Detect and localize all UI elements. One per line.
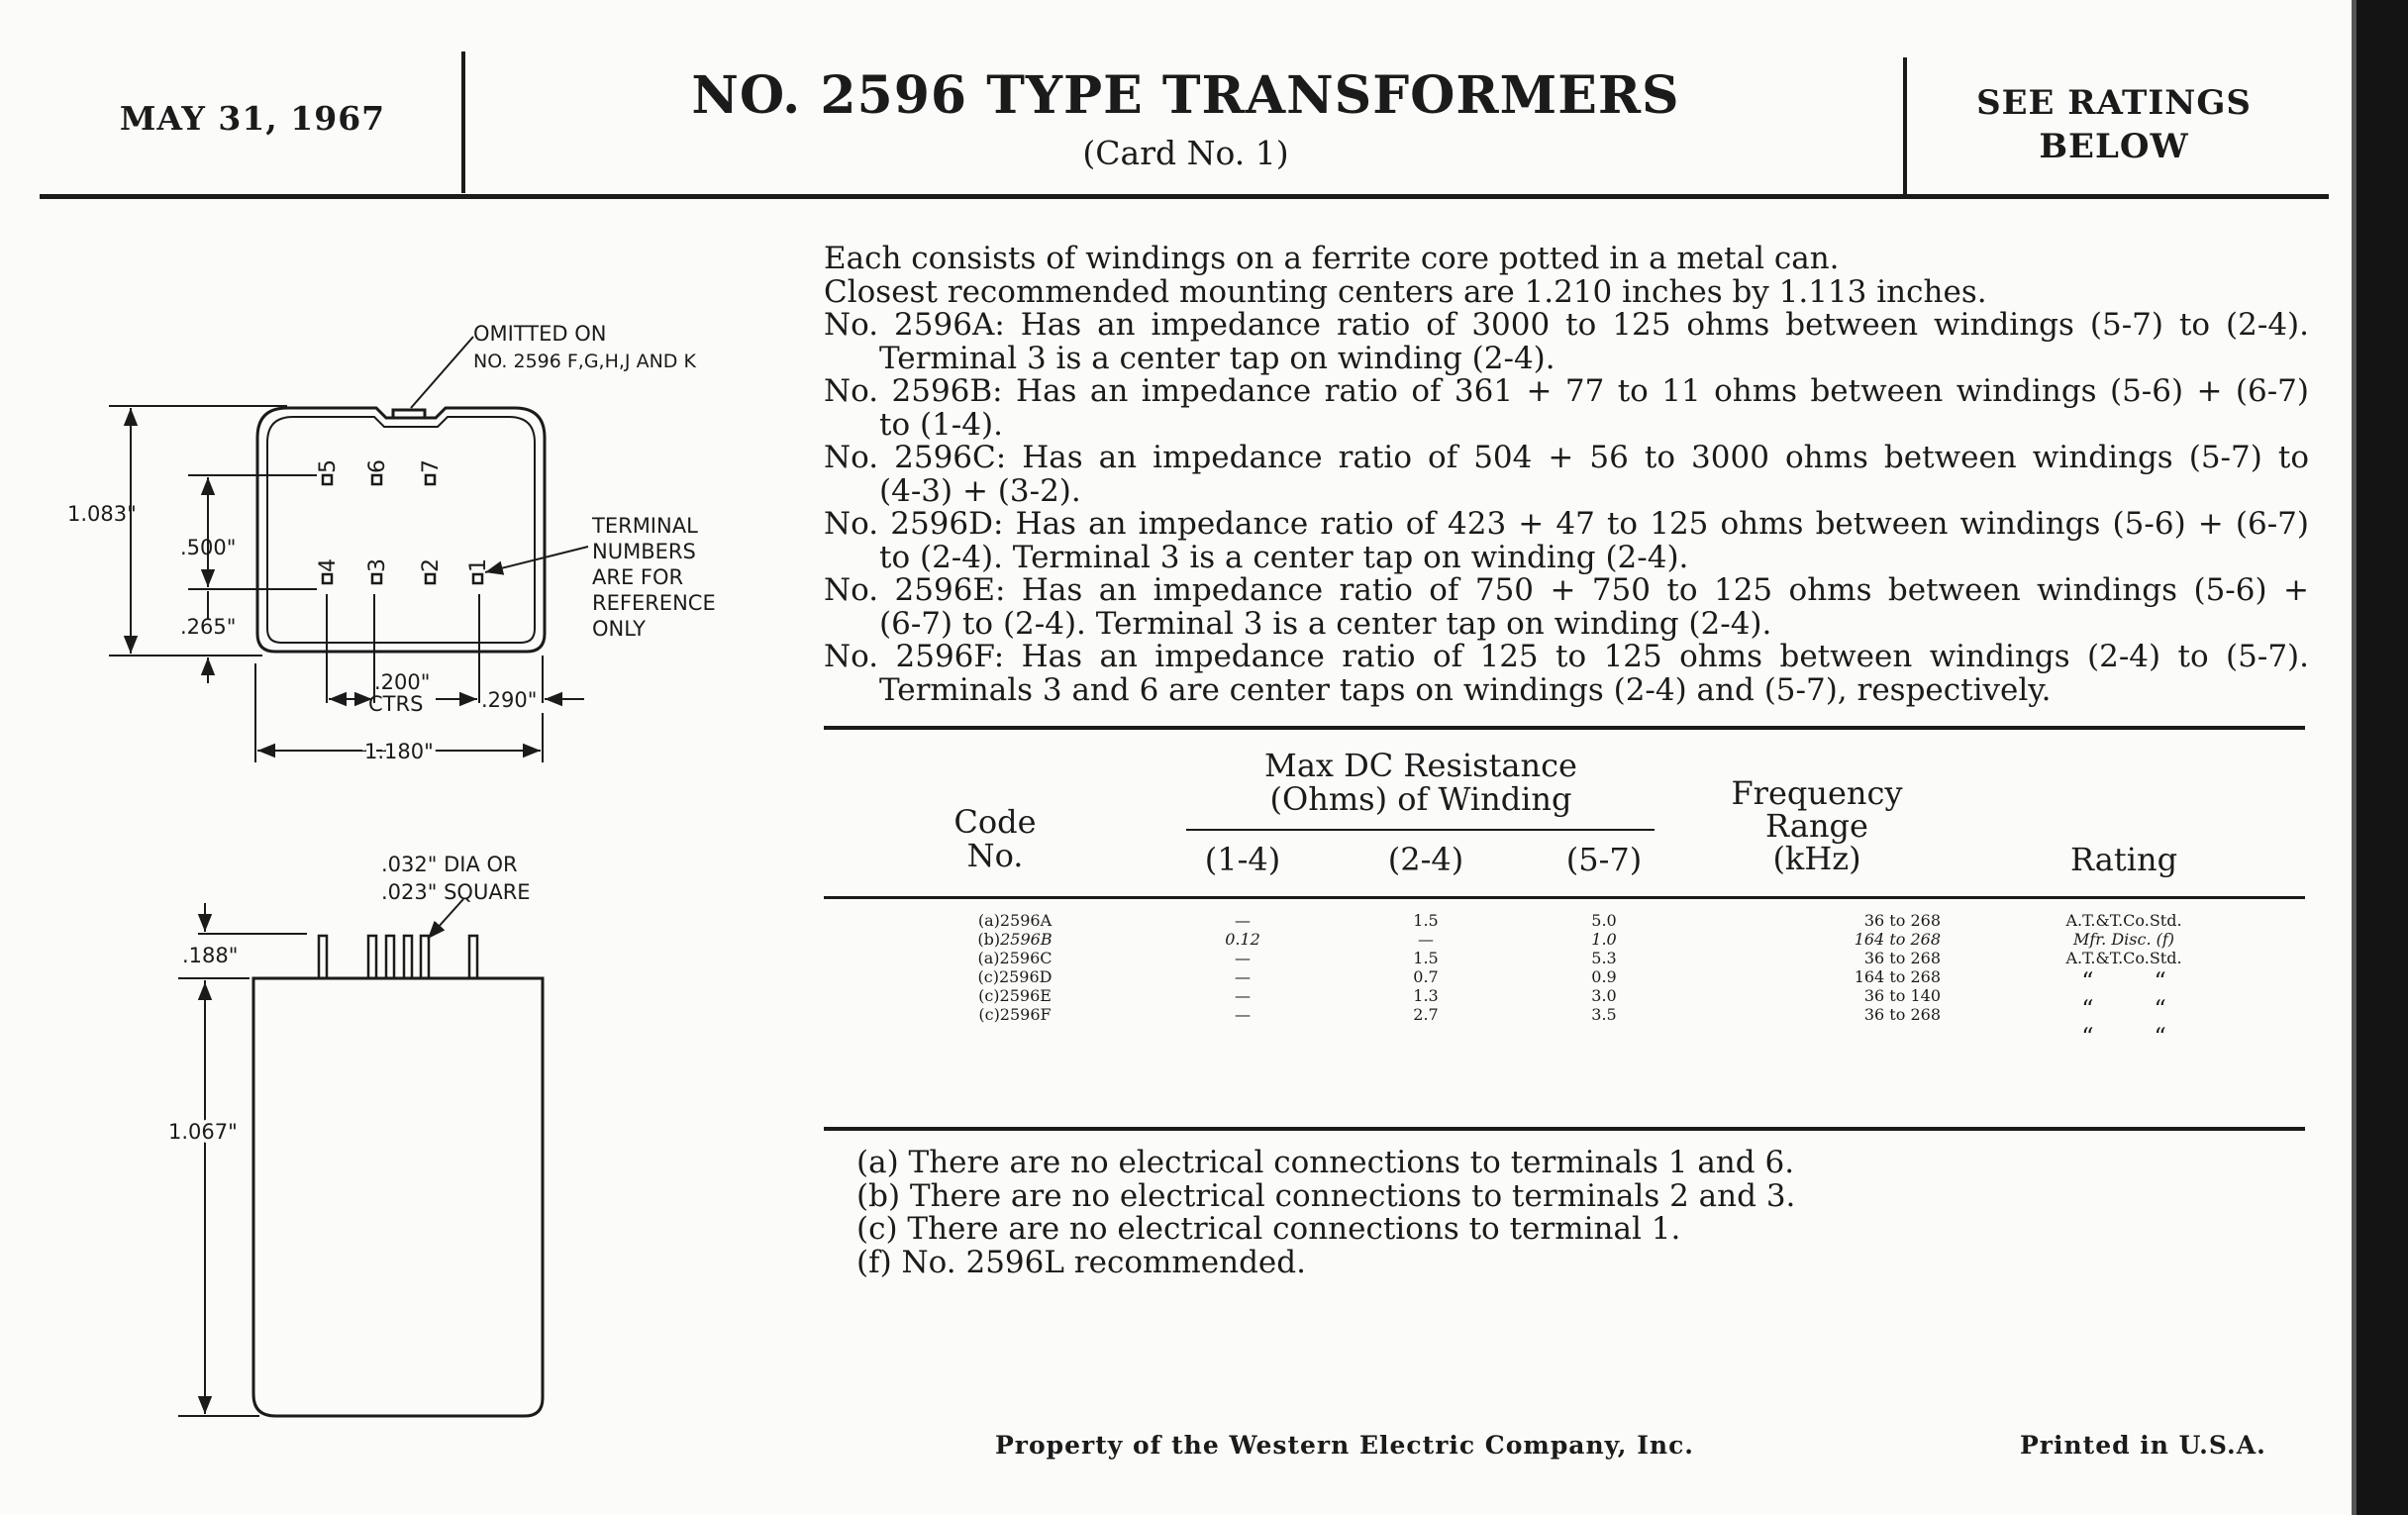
description-2596c-cont: (4-3) + (3-2). — [879, 472, 1081, 509]
ratings-note-line2: BELOW — [2039, 127, 2189, 166]
card-date: MAY 31, 1967 — [119, 99, 386, 138]
omitted-leader — [411, 337, 473, 408]
column-rating — [1956, 911, 2292, 1051]
table-cell-r24: 2.7 — [1413, 1005, 1439, 1024]
header-rating: Rating — [2069, 841, 2178, 878]
omitted-note: OMITTED ON — [473, 322, 607, 346]
pin — [421, 936, 429, 978]
table-cell-code: (c)2596F — [978, 1005, 1052, 1024]
table-cell-rating: “ “ — [2081, 967, 2166, 995]
table-header-rule — [824, 896, 2305, 899]
column-code — [886, 911, 1144, 1024]
terminal-6 — [372, 475, 381, 484]
table-cell-r57: 5.0 — [1591, 911, 1617, 930]
dim-188-label: .188" — [182, 944, 239, 967]
table-cell-r57: 0.9 — [1591, 967, 1617, 986]
pin-leader — [428, 899, 463, 939]
column-2-4 — [1322, 911, 1530, 1024]
description-2596d: No. 2596D: Has an impedance ratio of 423 + 47 to 125 ohms between windings (5-6) + (6-7) — [824, 506, 2309, 542]
table-cell-code: (a)2596C — [977, 949, 1053, 967]
column-5-7 — [1500, 911, 1708, 1024]
terminal-3 — [372, 574, 381, 583]
ratings-note-line1: SEE RATINGS — [1976, 83, 2252, 123]
property-notice: Property of the Western Electric Company, Inc. — [995, 1431, 1695, 1460]
table-cell-r14: — — [1235, 949, 1251, 967]
table-cell-r24: 1.3 — [1413, 986, 1439, 1005]
header-frequency: Frequency — [1731, 774, 1903, 812]
table-cell-r57: 3.0 — [1591, 986, 1617, 1005]
terminal-1 — [473, 574, 482, 583]
terminal-5 — [323, 475, 332, 484]
transformer-side-view — [253, 978, 543, 1416]
column-frequency — [1703, 911, 1941, 1024]
header-frequency-range: Range — [1765, 807, 1868, 845]
description-2596b-cont: to (1-4). — [879, 406, 1003, 443]
table-cell-frequency: 36 to 268 — [1863, 1005, 1941, 1024]
header-frequency-unit: (kHz) — [1772, 840, 1861, 877]
table-cell-r24: 1.5 — [1413, 949, 1439, 967]
header-col-5-7: (5-7) — [1565, 841, 1643, 878]
terminal-label: 1 — [466, 558, 491, 572]
table-cell-rating: A.T.&T.Co.Std. — [2065, 911, 2182, 930]
omitted-note: NO. 2596 F,G,H,J AND K — [473, 351, 696, 372]
description-2596f: No. 2596F: Has an impedance ratio of 125 to 125 ohms between windings (2-4) to (5-7). — [824, 639, 2309, 674]
footnote: (a) There are no electrical connections to terminals 1 and 6. — [856, 1145, 1795, 1180]
table-cell-r24: 0.7 — [1413, 967, 1439, 986]
terminal-label: 5 — [316, 459, 341, 473]
footnote: (b) There are no electrical connections to terminals 2 and 3. — [856, 1177, 1796, 1214]
pin — [404, 936, 412, 978]
dim-200-label: .200" — [374, 670, 431, 694]
table-cell-rating: A.T.&T.Co.Std. — [2065, 949, 2182, 967]
scan-border — [2357, 0, 2408, 1515]
description-2596a: No. 2596A: Has an impedance ratio of 3000 to 125 ohms between windings (5-7) to (2-4). — [824, 307, 2309, 343]
description-block — [824, 243, 2309, 707]
description-2596f-cont: Terminals 3 and 6 are center taps on windings (2-4) and (5-7), respectively. — [879, 671, 2052, 708]
header-resistance-sub: (Ohms) of Winding — [1269, 780, 1572, 818]
dim-265-label: .265" — [180, 615, 237, 639]
description-2596d-cont: to (2-4). Terminal 3 is a center tap on winding (2-4). — [879, 539, 1689, 575]
terminal-label: 3 — [365, 558, 390, 572]
terminal-label: 2 — [419, 558, 444, 572]
transformer-top-view — [257, 408, 545, 652]
dim-1067-label: 1.067" — [168, 1120, 238, 1144]
table-cell-frequency: 164 to 268 — [1854, 967, 1941, 986]
code-model: 2596B — [1000, 930, 1053, 949]
header-col-1-4: (1-4) — [1204, 841, 1281, 878]
description-2596c: No. 2596C: Has an impedance ratio of 504 + 56 to 3000 ohms between windings (5-7) to — [824, 440, 2309, 475]
table-cell-r14: — — [1235, 986, 1251, 1005]
table-cell-rating: Mfr. Disc. (f) — [2072, 930, 2175, 949]
table-top-rule — [824, 726, 2305, 730]
terminal-note: NUMBERS — [592, 540, 696, 563]
dim-ctrs-label: CTRS — [368, 692, 424, 716]
card-number: (Card No. 1) — [1082, 134, 1289, 172]
table-cell-frequency: 36 to 268 — [1863, 949, 1941, 967]
description-2596e-cont: (6-7) to (2-4). Terminal 3 is a center tap on winding (2-4). — [879, 605, 1772, 642]
header-code: Code — [953, 803, 1037, 841]
dimension-drawing — [0, 198, 792, 1515]
description-2596e: No. 2596E: Has an impedance ratio of 750 + 750 to 125 ohms between windings (5-6) + — [824, 572, 2309, 608]
table-cell-r57: 1.0 — [1591, 930, 1617, 949]
terminal-4 — [323, 574, 332, 583]
pin-size-note: .023" SQUARE — [381, 880, 531, 904]
terminal-note: ARE FOR — [592, 565, 684, 589]
terminal-7 — [426, 475, 435, 484]
table-cell-r14: — — [1235, 1005, 1251, 1024]
footnotes — [856, 1147, 1795, 1279]
table-cell-r14: — — [1235, 967, 1251, 986]
pin-size-note: .032" DIA OR — [381, 853, 518, 876]
omitted-terminal — [393, 410, 425, 418]
table-cell-code: (c)2596D — [977, 967, 1053, 986]
table-cell-r24: — — [1418, 930, 1434, 949]
description-line: Closest recommended mounting centers are 1.210 inches by 1.113 inches. — [824, 273, 1987, 310]
table-cell-frequency: 36 to 140 — [1863, 986, 1941, 1005]
table-cell-r57: 3.5 — [1591, 1005, 1617, 1024]
table-cell-r14: 0.12 — [1225, 930, 1260, 949]
description-line: Each consists of windings on a ferrite core potted in a metal can. — [824, 241, 1840, 276]
table-cell-rating: “ “ — [2081, 995, 2166, 1023]
table-cell-frequency: 36 to 268 — [1863, 911, 1941, 930]
printed-notice: Printed in U.S.A. — [2020, 1431, 2266, 1460]
pin — [469, 936, 477, 978]
terminal-label: 7 — [419, 459, 444, 473]
dim-290-label: .290" — [481, 688, 538, 712]
dim-500-label: .500" — [180, 536, 237, 559]
table-cell-code: (a)2596A — [977, 911, 1053, 930]
description-2596b: No. 2596B: Has an impedance ratio of 361 + 77 to 11 ohms between windings (5-6) + (6-7) — [824, 373, 2309, 409]
pin — [368, 936, 376, 978]
pin — [386, 936, 394, 978]
terminal-note-leader — [485, 547, 588, 572]
header-resistance: Max DC Resistance — [1264, 747, 1577, 784]
table-cell-code: (c)2596E — [978, 986, 1052, 1005]
dim-height-label: 1.083" — [67, 502, 137, 526]
footnote: (f) No. 2596L recommended. — [856, 1244, 1306, 1280]
dim-width-label: 1.180" — [364, 740, 434, 763]
table-cell-frequency: 164 to 268 — [1854, 930, 1941, 949]
page-title: NO. 2596 TYPE TRANSFORMERS — [691, 65, 1680, 126]
code-prefix: (b) — [977, 930, 1001, 949]
table-cell-r14: — — [1235, 911, 1251, 930]
header-col-2-4: (2-4) — [1387, 841, 1464, 878]
terminal-note: REFERENCE — [592, 591, 716, 615]
terminal-note: ONLY — [592, 617, 646, 641]
table-cell-code — [886, 930, 1144, 949]
header-code-no: No. — [966, 837, 1024, 874]
terminal-note: TERMINAL — [592, 514, 698, 538]
terminal-label: 6 — [365, 459, 390, 473]
terminal-2 — [426, 574, 435, 583]
table-bottom-rule — [824, 1127, 2305, 1131]
footnote: (c) There are no electrical connections to terminal 1. — [856, 1211, 1681, 1247]
column-1-4 — [1139, 911, 1347, 1024]
table-cell-rating: “ “ — [2081, 1023, 2166, 1051]
description-2596a-cont: Terminal 3 is a center tap on winding (2-4). — [879, 340, 1555, 376]
table-cell-r24: 1.5 — [1413, 911, 1439, 930]
table-cell-r57: 5.3 — [1591, 949, 1617, 967]
resistance-group-rule — [1186, 829, 1655, 831]
pin — [319, 936, 327, 978]
terminal-label: 4 — [316, 558, 341, 572]
